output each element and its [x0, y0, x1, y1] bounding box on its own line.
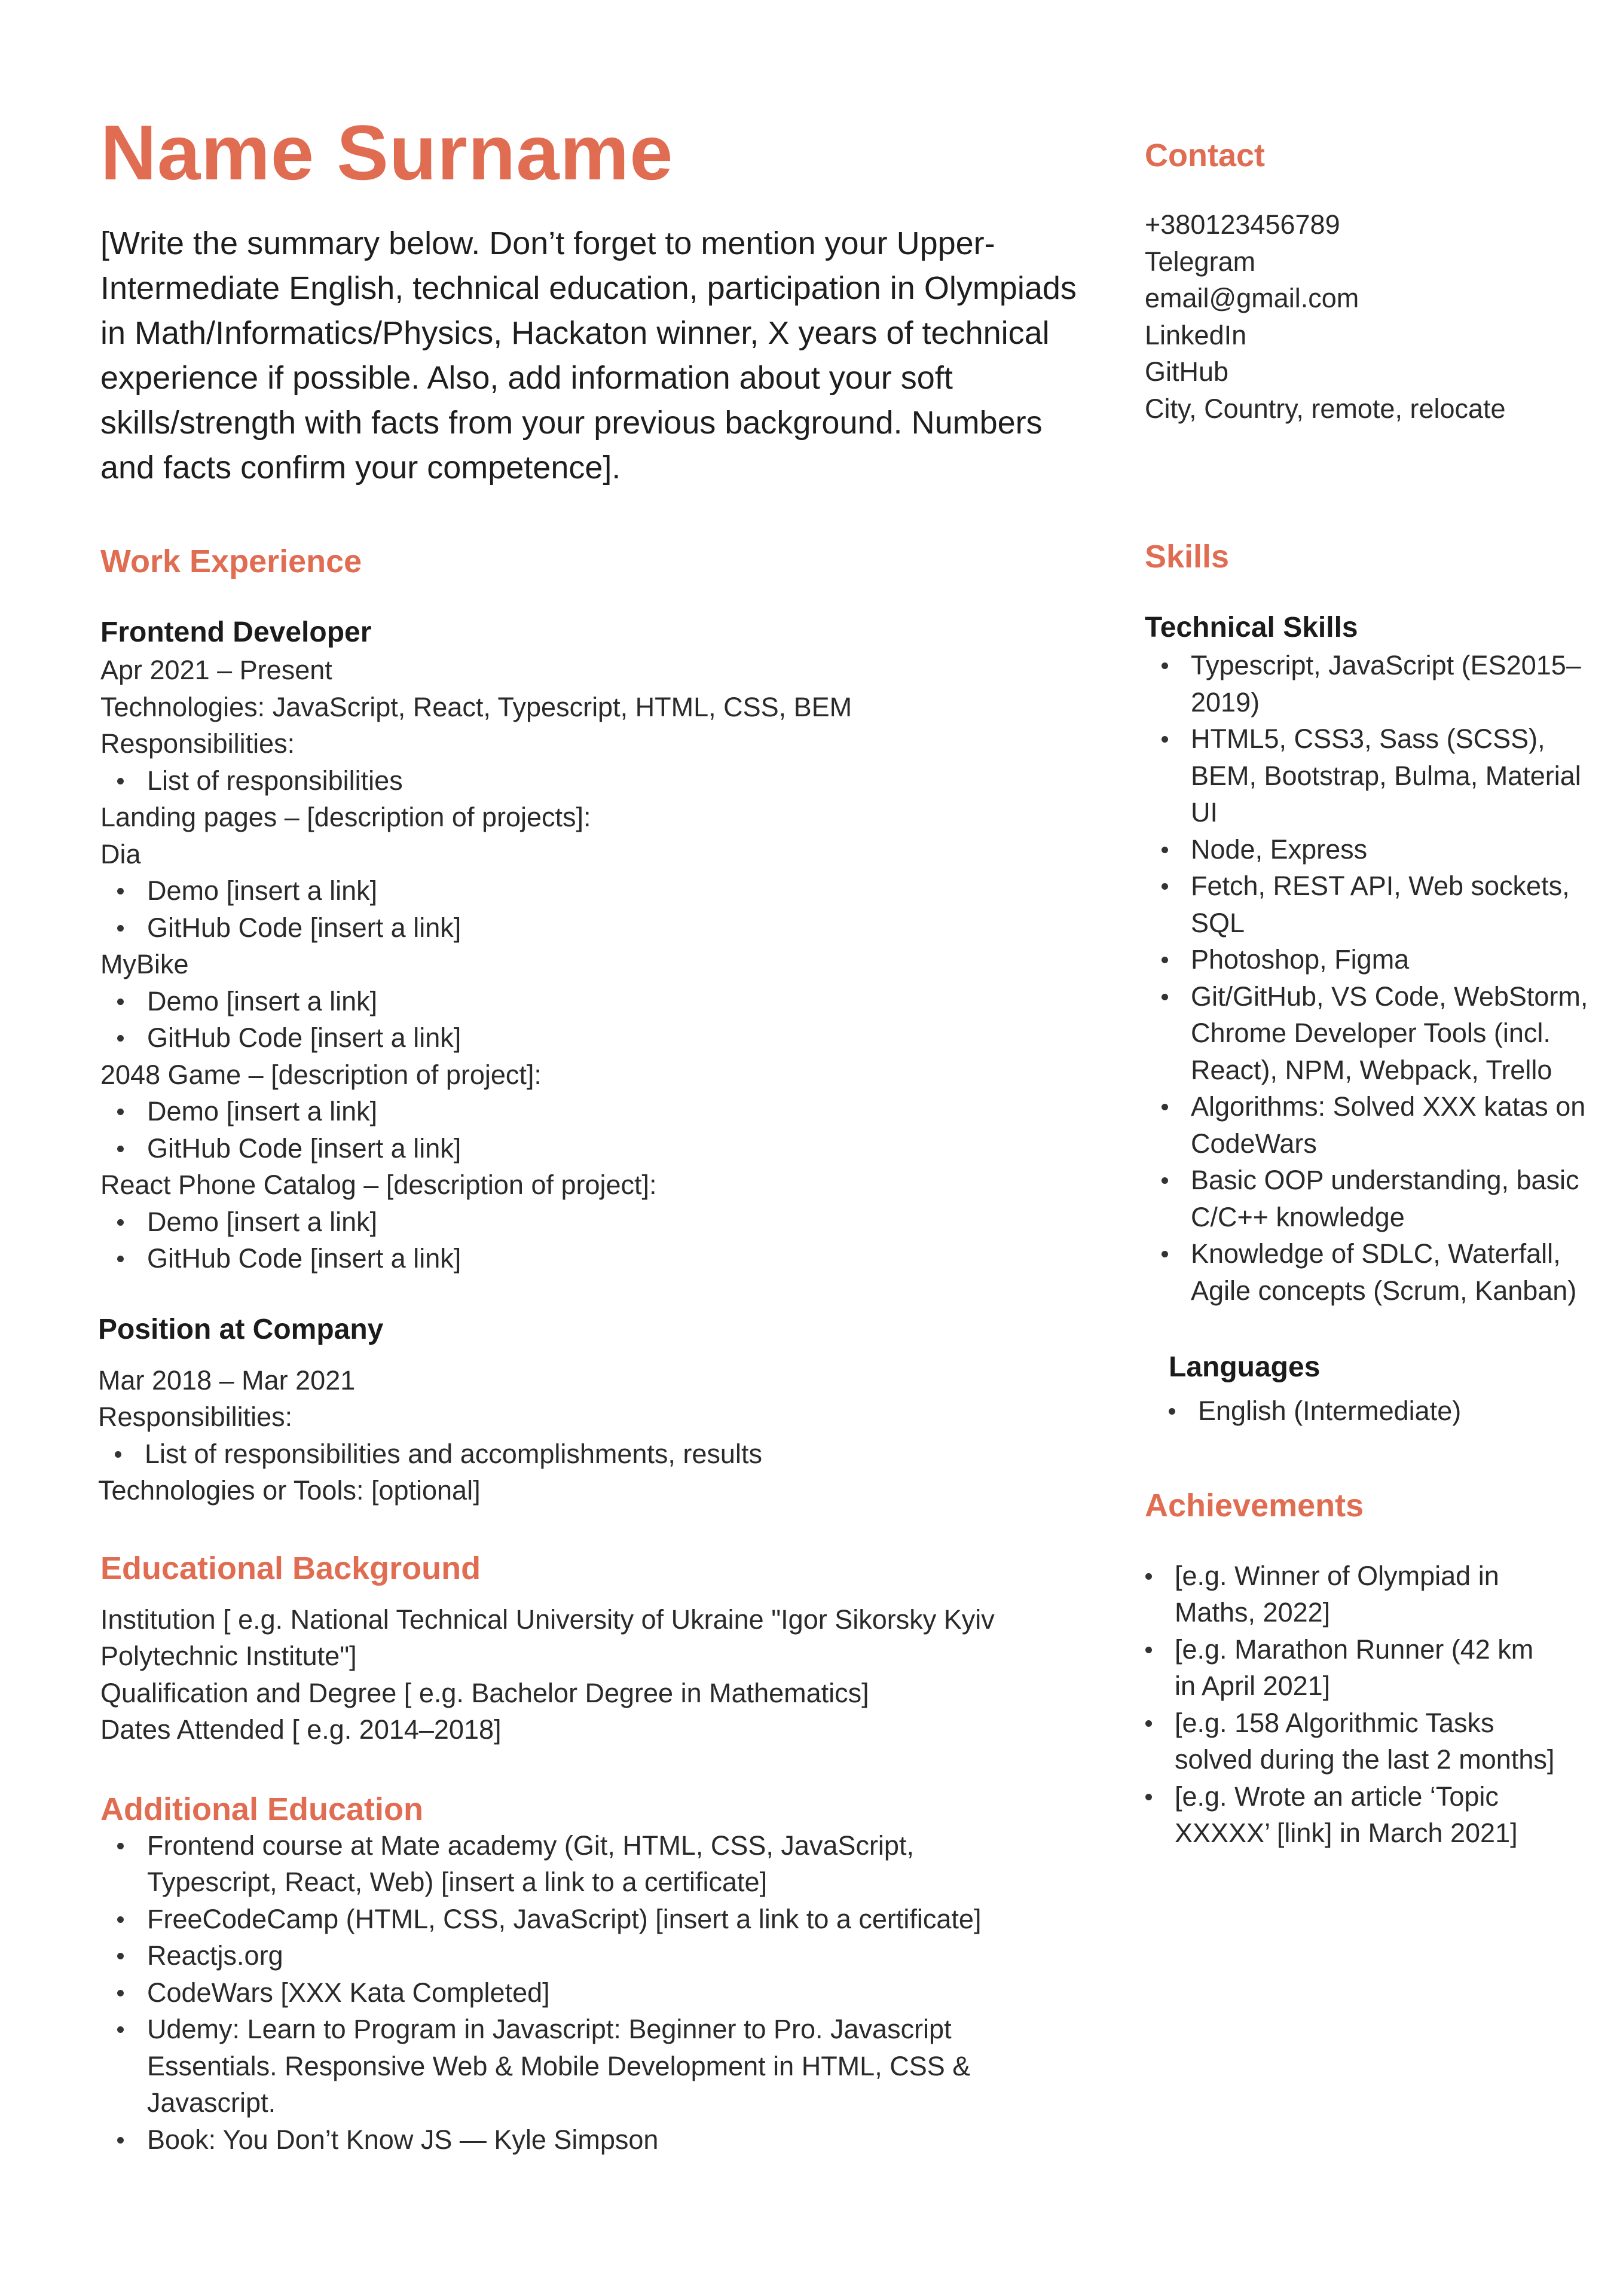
- list-item: [e.g. Winner of Olympiad in Maths, 2022]: [1129, 1558, 1559, 1631]
- landing-pages-label: Landing pages – [description of projects]:: [100, 802, 591, 832]
- education-line: Dates Attended [ e.g. 2014–2018]: [100, 1714, 502, 1745]
- job-dates: Apr 2021 – Present: [100, 655, 332, 685]
- github-code-link[interactable]: GitHub Code [insert a link]: [100, 909, 1069, 947]
- achievements-section: [1145, 1485, 1599, 1852]
- job-entry: [100, 613, 1069, 1277]
- list-item: Algorithms: Solved XXX katas on CodeWars: [1145, 1088, 1599, 1162]
- skills-title: Skills: [1145, 539, 1230, 575]
- project-name: 2048 Game – [description of project]:: [100, 1059, 542, 1090]
- achievements-title: Achievements: [1145, 1487, 1364, 1523]
- education-line: Polytechnic Institute"]: [100, 1641, 357, 1671]
- contact-section: [1145, 135, 1599, 427]
- education-title: Educational Background: [100, 1550, 481, 1586]
- job-dates: Mar 2018 – Mar 2021: [98, 1364, 356, 1396]
- work-experience-section: [100, 541, 1069, 1509]
- additional-education-list: [100, 1827, 1033, 2158]
- demo-link[interactable]: Demo [insert a link]: [100, 1204, 1069, 1241]
- list-item: Typescript, JavaScript (ES2015–2019): [1145, 647, 1599, 720]
- project-links: [100, 872, 1069, 946]
- responsibilities-label: Responsibilities:: [100, 728, 295, 759]
- summary-text: [Write the summary below. Don’t forget to mention your Upper-Intermediate English, technical education, participation in Olympiads in Math/Informatics/Physics, Hackaton winner, X years of technical experience if possible. Also, add information about your soft skills/strength with facts from your previous background. Numbers and facts confirm your competence].: [100, 225, 1077, 486]
- languages-block: [1169, 1348, 1599, 1430]
- project-name: React Phone Catalog – [description of project]:: [100, 1170, 657, 1200]
- list-item: Fetch, REST API, Web sockets, SQL: [1145, 868, 1599, 941]
- list-item: List of responsibilities and accomplishments, results: [98, 1436, 1069, 1473]
- demo-link[interactable]: Demo [insert a link]: [100, 1093, 1069, 1130]
- responsibilities-label: Responsibilities:: [98, 1402, 293, 1432]
- list-item: Udemy: Learn to Program in Javascript: Beginner to Pro. Javascript Essentials. Responsive Web & Mobile Development in HTML, CSS & Javascript.: [100, 2011, 1033, 2121]
- job-title: Position at Company: [98, 1313, 384, 1345]
- languages-title: Languages: [1169, 1351, 1321, 1383]
- linkedin-link[interactable]: LinkedIn: [1145, 319, 1247, 350]
- list-item: Node, Express: [1145, 831, 1599, 868]
- github-code-link[interactable]: GitHub Code [insert a link]: [100, 1019, 1069, 1057]
- list-item: English (Intermediate): [1152, 1393, 1599, 1430]
- work-experience-title: Work Experience: [100, 544, 362, 579]
- list-item: List of responsibilities: [100, 762, 1069, 799]
- education-line: Qualification and Degree [ e.g. Bachelor Degree in Mathematics]: [100, 1677, 869, 1708]
- responsibilities-list: [98, 1436, 1069, 1473]
- list-item: HTML5, CSS3, Sass (SCSS), BEM, Bootstrap, Bulma, Material UI: [1145, 720, 1599, 831]
- list-item: FreeCodeCamp (HTML, CSS, JavaScript) [insert a link to a certificate]: [100, 1901, 1033, 1938]
- technical-skills-list: [1145, 647, 1599, 1309]
- github-link[interactable]: GitHub: [1145, 356, 1229, 387]
- job-entry: [98, 1311, 1069, 1509]
- job-technologies: Technologies or Tools: [optional]: [98, 1475, 481, 1506]
- project-name: Dia: [100, 838, 141, 869]
- github-code-link[interactable]: GitHub Code [insert a link]: [100, 1130, 1069, 1167]
- education-details: [100, 1601, 1069, 1748]
- telegram-link[interactable]: Telegram: [1145, 246, 1256, 277]
- project-links: [100, 1204, 1069, 1277]
- demo-link[interactable]: Demo [insert a link]: [100, 983, 1069, 1020]
- responsibilities-list: [100, 762, 1069, 799]
- list-item: [e.g. 158 Algorithmic Tasks solved during the last 2 months]: [1129, 1705, 1559, 1778]
- project-name: MyBike: [100, 949, 189, 979]
- education-section: [100, 1547, 1069, 1748]
- contact-title: Contact: [1145, 138, 1265, 173]
- left-column: [98, 108, 1077, 2158]
- education-line: Institution [ e.g. National Technical University of Ukraine "Igor Sikorsky Kyiv: [100, 1604, 995, 1635]
- job-technologies: Technologies: JavaScript, React, Typescript, HTML, CSS, BEM: [100, 691, 852, 722]
- technical-skills-title: Technical Skills: [1145, 612, 1358, 643]
- email-link[interactable]: email@gmail.com: [1145, 283, 1359, 313]
- candidate-name: Name Surname: [100, 109, 674, 196]
- location-text: City, Country, remote, relocate: [1145, 393, 1506, 424]
- github-code-link[interactable]: GitHub Code [insert a link]: [100, 1240, 1069, 1277]
- list-item: Git/GitHub, VS Code, WebStorm, Chrome Developer Tools (incl. React), NPM, Webpack, Trello: [1145, 978, 1599, 1089]
- additional-education-title: Additional Education: [100, 1791, 423, 1827]
- list-item: Frontend course at Mate academy (Git, HTML, CSS, JavaScript, Typescript, React, Web) [insert a link to a certificate]: [100, 1827, 1033, 1901]
- project-links: [100, 983, 1069, 1057]
- skills-section: [1145, 536, 1599, 1430]
- list-item: [e.g. Wrote an article ‘Topic XXXXX’ [link] in March 2021]: [1129, 1778, 1559, 1852]
- achievements-list: [1129, 1558, 1559, 1852]
- list-item: [e.g. Marathon Runner (42 km in April 2021]: [1129, 1631, 1559, 1705]
- list-item: Book: You Don’t Know JS — Kyle Simpson: [100, 2121, 1033, 2158]
- list-item: Reactjs.org: [100, 1937, 1033, 1974]
- list-item: CodeWars [XXX Kata Completed]: [100, 1974, 1033, 2011]
- right-column: [1145, 135, 1599, 1852]
- additional-education-section: [100, 1791, 1069, 2158]
- list-item: Photoshop, Figma: [1145, 941, 1599, 978]
- list-item: Basic OOP understanding, basic C/C++ knowledge: [1145, 1162, 1599, 1235]
- project-links: [100, 1093, 1069, 1167]
- phone-number[interactable]: +380123456789: [1145, 209, 1340, 240]
- contact-list: [1145, 206, 1599, 427]
- demo-link[interactable]: Demo [insert a link]: [100, 872, 1069, 909]
- job-title: Frontend Developer: [100, 616, 372, 648]
- list-item: Knowledge of SDLC, Waterfall, Agile concepts (Scrum, Kanban): [1145, 1235, 1599, 1309]
- languages-list: [1152, 1393, 1599, 1430]
